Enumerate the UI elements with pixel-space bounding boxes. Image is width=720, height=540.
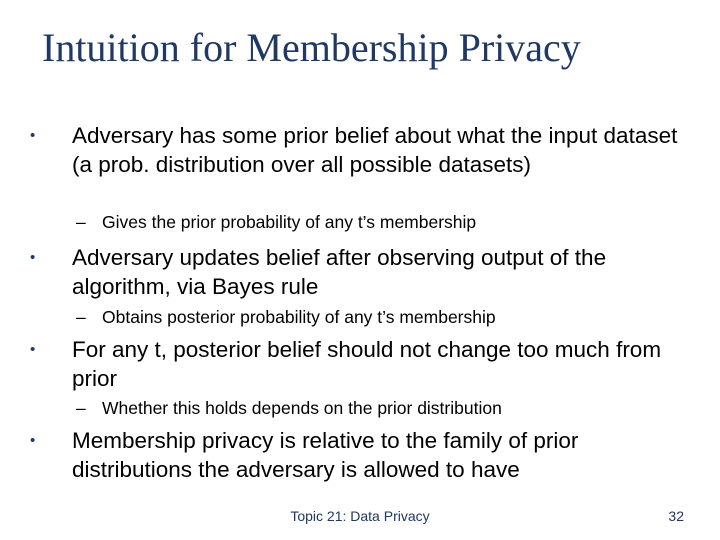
sub-bullet-text: Gives the prior probability of any t’s membership [102,212,477,232]
bullet-item [30,335,690,393]
sub-bullet-item [76,306,696,328]
bullet-marker: • [30,341,36,358]
slide-title: Intuition for Membership Privacy [42,25,581,70]
bullet-text: Adversary updates belief after observing output of the algorithm, via Bayes rule [72,245,607,299]
sub-bullet-text: Obtains posterior probability of any t’s membership [102,307,496,327]
sub-bullet-marker: – [76,398,86,418]
bullet-marker: • [30,249,36,266]
bullet-text: Membership privacy is relative to the family of prior distributions the adversary is allowed to have [72,428,579,482]
sub-bullet-marker: – [76,307,86,327]
sub-bullet-item [76,397,696,419]
page-number: 32 [668,508,684,524]
slide-footer: Topic 21: Data Privacy [290,508,430,524]
bullet-marker: • [30,432,36,449]
bullet-marker: • [30,127,36,144]
sub-bullet-marker: – [76,212,86,232]
sub-bullet-item [76,211,696,233]
bullet-item [30,426,690,484]
sub-bullet-text: Whether this holds depends on the prior distribution [102,398,502,418]
bullet-text: For any t, posterior belief should not change too much from prior [72,337,662,391]
bullet-item [30,243,690,301]
bullet-text: Adversary has some prior belief about what the input dataset (a prob. distribution over all possible datasets) [72,123,678,177]
bullet-item [30,121,690,179]
